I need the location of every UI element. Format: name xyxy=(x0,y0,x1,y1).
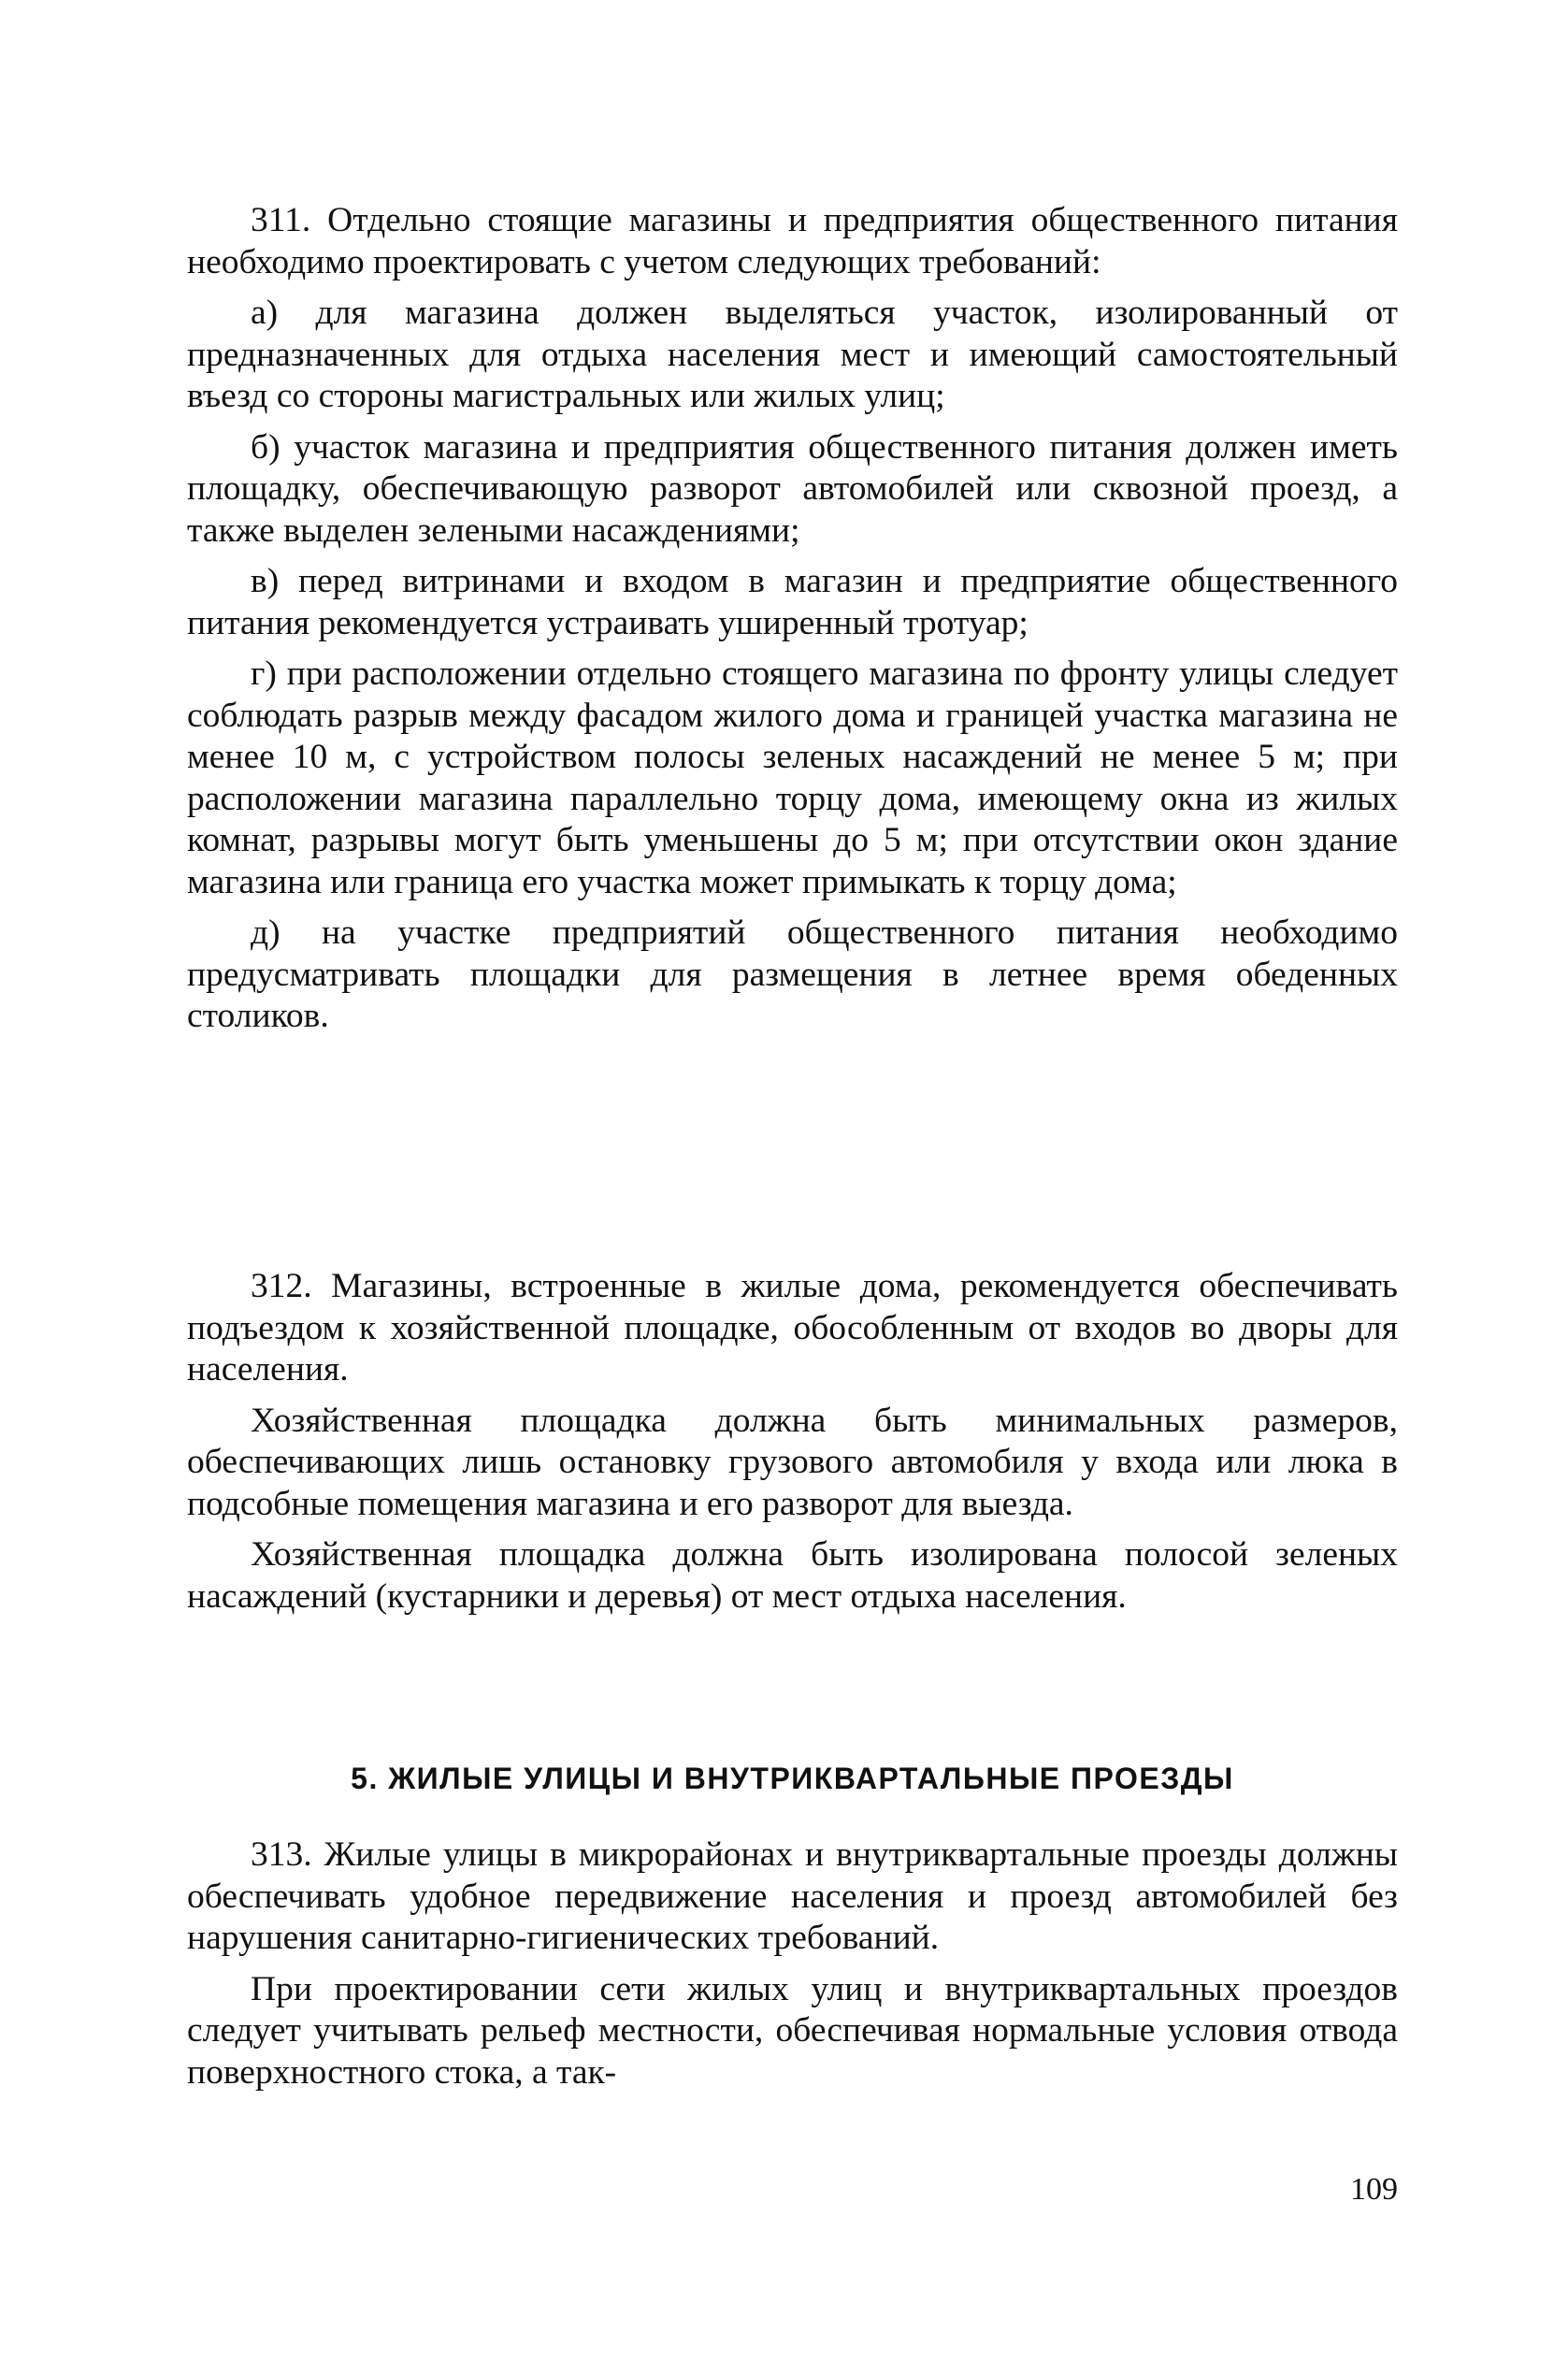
section-5 xyxy=(187,1760,1398,1797)
paragraph-312-courtyard-isolation: Хозяйственная площадка должна быть изолирована полосой зеленых насаждений (кустарники и деревья) от мест отдыха населения. xyxy=(187,1535,1398,1616)
list-item-g: г) при расположении отдельно стоящего магазина по фронту улицы следует соблюдать разрыв между фасадом жилого дома и границей участка магазина не менее 10 м, с устройством полосы зеленых насаждений не менее 5 м; при расположении магазина параллельно торцу дома, имеющему окна из жилых комнат, разрывы могут быть уменьшены до 5 м; при отсутствии окон здание магазина или граница его участка может примыкать к торцу дома; xyxy=(187,655,1398,901)
section-311 xyxy=(187,200,1398,1038)
list-item-b: б) участок магазина и предприятия общественного питания должен иметь площадку, обеспечивающую разворот автомобилей или сквозной проезд, а также выделен зелеными насаждениями; xyxy=(187,427,1398,550)
list-item-d: д) на участке предприятий общественного питания необходимо предусматривать площадки для размещения в летнее время обеденных столиков. xyxy=(187,914,1398,1035)
paragraph-312: 312. Магазины, встроенные в жилые дома, рекомендуется обеспечивать подъездом к хозяйственной площадке, обособленным от входов во дворы для населения. xyxy=(187,1267,1398,1388)
section-313 xyxy=(187,1834,1398,2093)
section-312 xyxy=(187,1266,1398,1618)
paragraph-313-continued: При проектировании сети жилых улиц и внутриквартальных проездов следует учитывать рельеф местности, обеспечивая нормальные условия отвода поверхностного стока, а так- xyxy=(187,1969,1398,2092)
paragraph-311-intro: 311. Отдельно стоящие магазины и предприятия общественного питания необходимо проектировать с учетом следующих требований: xyxy=(187,201,1398,281)
page-number: 109 xyxy=(1350,2172,1398,2207)
list-item-v: в) перед витринами и входом в магазин и предприятие общественного питания рекомендуется устраивать уширенный тротуар; xyxy=(187,562,1398,642)
list-item-a: а) для магазина должен выделяться участок, изолированный от предназначенных для отдыха населения мест и имеющий самостоятельный въезд со стороны магистральных или жилых улиц; xyxy=(187,294,1398,415)
paragraph-313: 313. Жилые улицы в микрорайонах и внутриквартальные проезды должны обеспечивать удобное передвижение населения и проезд автомобилей без нарушения санитарно-гигиенических требований. xyxy=(187,1835,1398,1957)
section-heading: 5. ЖИЛЫЕ УЛИЦЫ И ВНУТРИКВАРТАЛЬНЫЕ ПРОЕЗДЫ xyxy=(351,1762,1234,1795)
paragraph-312-courtyard-size: Хозяйственная площадка должна быть минимальных размеров, обеспечивающих лишь остановку грузового автомобиля у входа или люка в подсобные помещения магазина и его разворот для выезда. xyxy=(187,1401,1398,1523)
